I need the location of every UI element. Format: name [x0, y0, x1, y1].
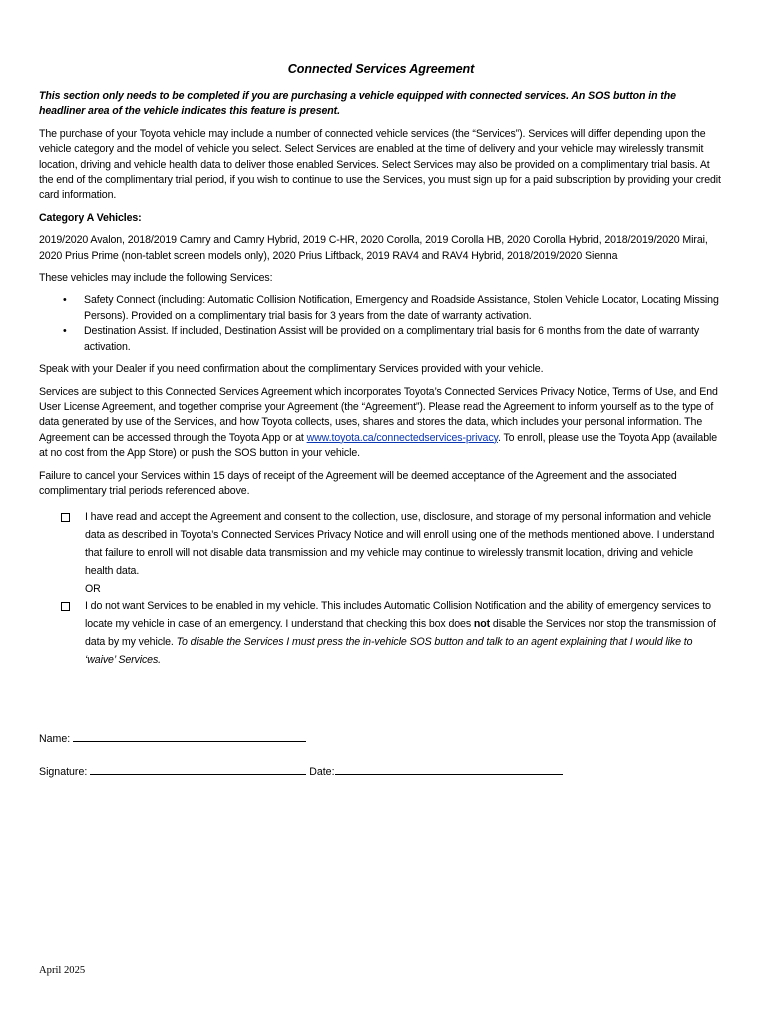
name-label: Name: — [39, 733, 74, 745]
agreement-text-end: . To enroll, please use the Toyota App (available at no cost from the App Store) or push the SOS button in your vehicle. — [39, 431, 718, 460]
agreement-paragraph — [39, 385, 723, 462]
signature-blank-line[interactable] — [90, 764, 306, 775]
decline-option — [39, 598, 723, 669]
footer-date: April 2025 — [39, 965, 86, 976]
document-title: Connected Services Agreement — [287, 62, 475, 76]
intro-note: This section only needs to be completed if you are purchasing a vehicle equipped with connected services. An SOS button in the headliner area of the vehicle indicates this feature is present. — [39, 90, 676, 118]
name-field — [39, 731, 306, 745]
bullet-icon: • — [63, 325, 67, 338]
agreement-text-start: Services are subject to this Connected Services Agreement which incorporates Toyota’s Connected Services Privacy Notice, Terms of Use, and End User License Agreement, and together comprise your Agreement (the “Agreement”). Please read the Agreement to inform yourself as to the type of data generated by use of the Services, and how Toyota collects, uses, shares and stores the data, which includes your personal information. The Agreement can be accessed through the Toyota App or at — [39, 385, 718, 444]
category-heading: Category A Vehicles: — [39, 211, 142, 224]
list-item — [63, 293, 723, 324]
date-blank-line[interactable] — [335, 764, 563, 775]
accept-option — [39, 509, 723, 580]
decline-checkbox[interactable] — [61, 602, 70, 611]
date-label: Date: — [306, 766, 335, 778]
signature-label: Signature: — [39, 766, 91, 778]
document-body — [39, 60, 723, 670]
decline-text-middle: disable the Services nor stop the transmission of data by my vehicle. — [85, 618, 716, 648]
purchase-paragraph: The purchase of your Toyota vehicle may include a number of connected vehicle services (the “Services”). Services will differ depending upon the vehicle category and the model of vehicle you select. Select Services are enabled at the time of delivery and your vehicle may wirelessly transmit location, driving and vehicle health data to deliver those enabled Services. Select Services may also be provided on a complimentary trial basis. At the end of the complimentary trial period, if you wish to continue to use the Services, you must sign up for a paid subscription by providing your credit card information. — [39, 127, 721, 202]
list-item — [63, 324, 723, 355]
services-list — [39, 293, 723, 355]
decline-text-start: I do not want Services to be enabled in my vehicle. This includes Automatic Collision Notification and the ability of emergency services to locate my vehicle in case of an emergency. I understand that checking this box does — [85, 600, 711, 631]
or-separator: OR — [85, 582, 101, 595]
failure-paragraph: Failure to cancel your Services within 15 days of receipt of the Agreement will be deemed acceptance of the Agreement and the associated complimentary trial periods referenced above. — [39, 469, 677, 497]
dealer-paragraph: Speak with your Dealer if you need confirmation about the complimentary Services provided with your vehicle. — [39, 363, 544, 376]
accept-checkbox[interactable] — [61, 513, 70, 522]
service-destination-assist: Destination Assist. If included, Destination Assist will be provided on a complimentary trial basis for 6 months from the date of warranty activation. — [84, 325, 700, 353]
name-blank-line[interactable] — [73, 731, 306, 742]
decline-text-italic: To disable the Services I must press the in-vehicle SOS button and talk to an agent explaining that I would like to ‘waive’ Services. — [85, 635, 693, 666]
decline-text-bold: not — [473, 618, 491, 631]
service-safety-connect: Safety Connect (including: Automatic Collision Notification, Emergency and Roadside Assistance, Stolen Vehicle Locator, Locating Missing Persons). Provided on a complimentary trial basis for 3 years from the date of warranty activation. — [84, 294, 719, 322]
privacy-link[interactable]: www.toyota.ca/connectedservices-privacy — [306, 431, 498, 444]
bullet-icon: • — [63, 294, 67, 307]
consent-options — [39, 509, 723, 669]
category-vehicles: 2019/2020 Avalon, 2018/2019 Camry and Camry Hybrid, 2019 C-HR, 2020 Corolla, 2019 Corolla HB, 2020 Corolla Hybrid, 2018/2019/2020 Mirai, 2020 Prius Prime (non-tablet screen models only), 2020 Prius Liftback, 2019 RAV4 and RAV4 Hybrid, 2018/2019/2020 Sienna — [39, 234, 708, 262]
accept-option-text: I have read and accept the Agreement and consent to the collection, use, disclosure, and storage of my personal information and vehicle data as described in Toyota’s Connected Services Privacy Notice and will enroll using one of the methods mentioned above. I understand that failure to enroll will not disable data transmission and my vehicle may continue to wirelessly transmit location, driving and vehicle health data. — [85, 511, 715, 577]
services-intro: These vehicles may include the following Services: — [39, 272, 273, 285]
signature-date-field — [39, 764, 563, 778]
